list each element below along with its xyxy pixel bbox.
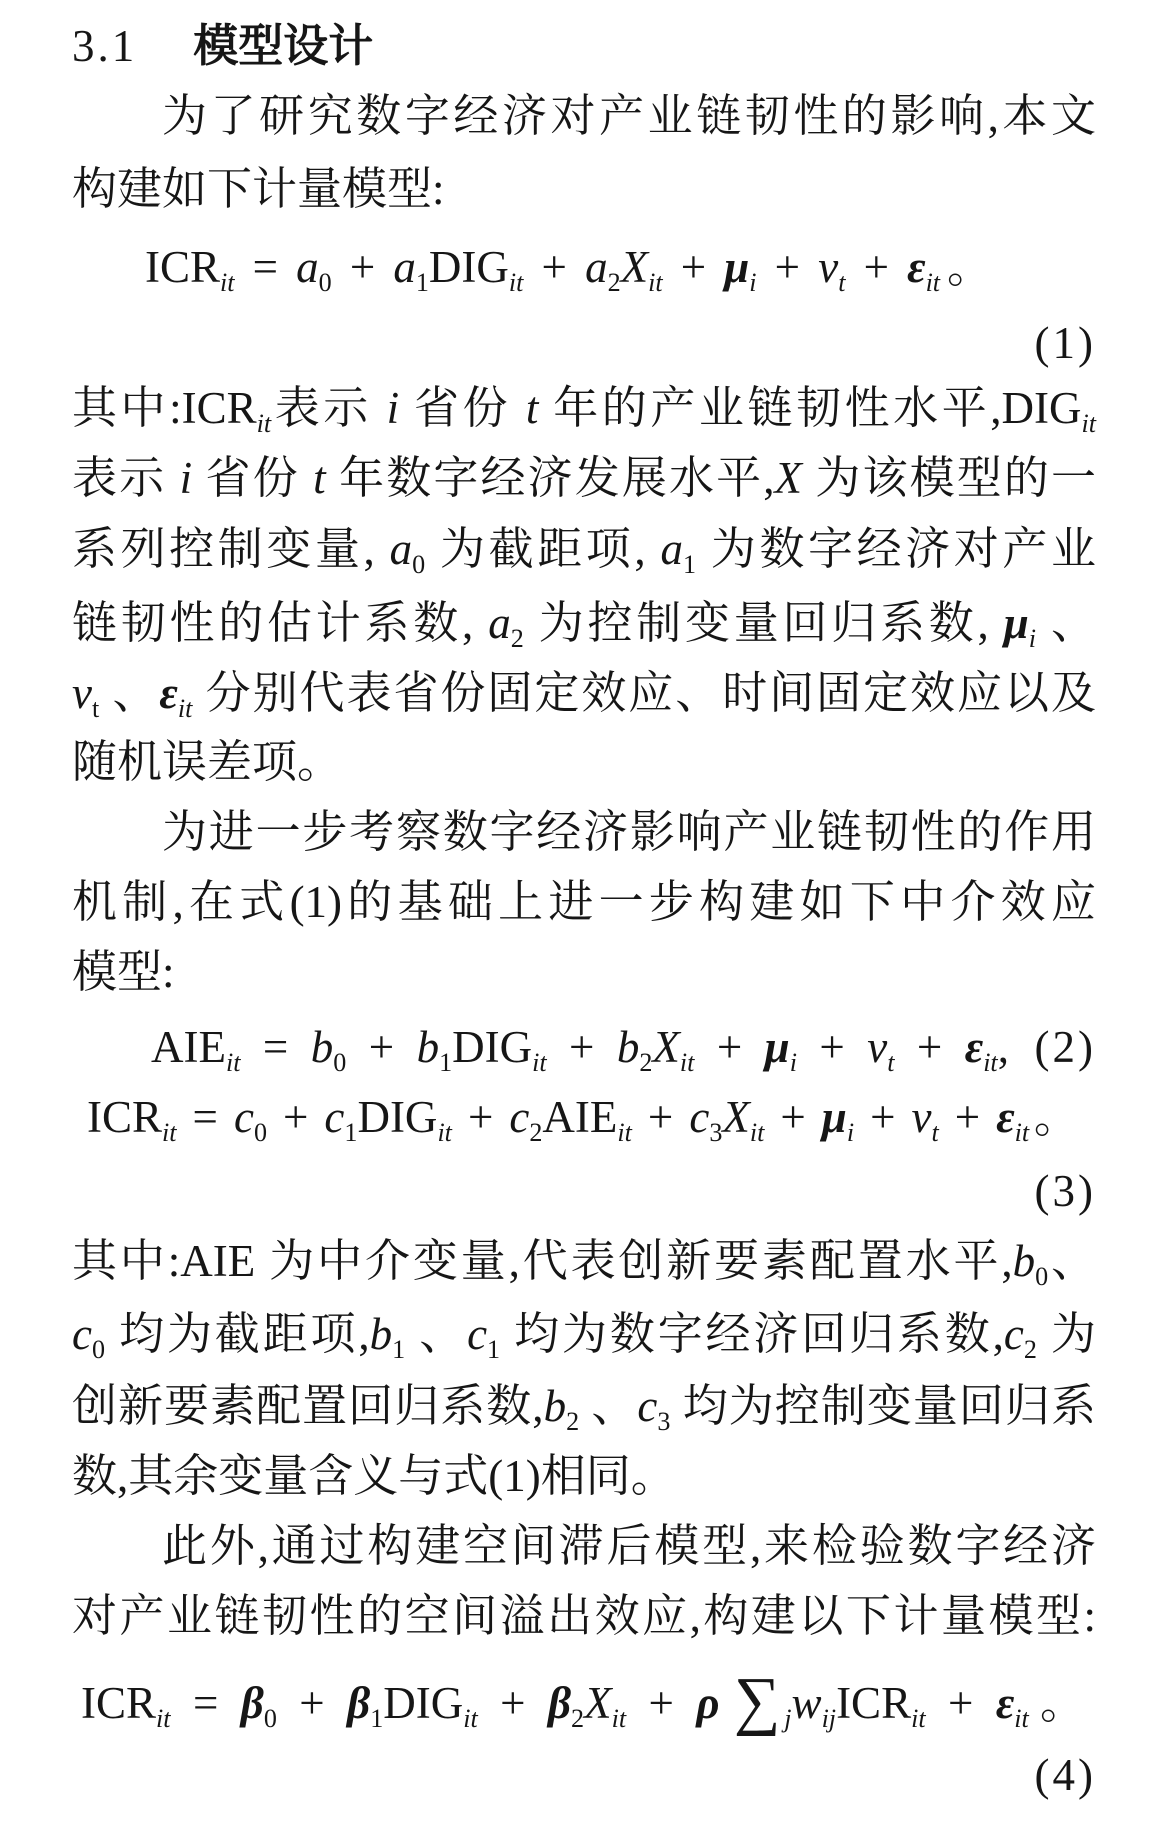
text-run: AIE: [151, 1022, 226, 1072]
subscript: t: [91, 694, 100, 724]
text-run: 创新要素配置回归系数,: [72, 1381, 544, 1431]
italic-symbol: t: [525, 383, 539, 433]
text-run: 为数字经济对产业: [696, 524, 1096, 574]
definitions-1-line-5: [72, 663, 1096, 723]
text-run: ICR: [145, 242, 221, 292]
italic-subscript: i: [1028, 624, 1036, 654]
italic-subscript: it: [1081, 409, 1096, 439]
text-run: AIE: [542, 1092, 618, 1142]
subscript: 0: [263, 1704, 277, 1734]
intro-line-2: [72, 159, 445, 219]
italic-subscript: it: [532, 1048, 547, 1078]
text-run: 表示: [271, 383, 387, 433]
text-run: 其中:AIE 为中介变量,代表创新要素配置水平,: [72, 1236, 1013, 1286]
italic-subscript: it: [156, 1704, 171, 1734]
text-run: DIG: [428, 242, 509, 292]
equation-3-number: (3): [1034, 1166, 1096, 1216]
text-run: =: [170, 1678, 241, 1728]
text-run: +: [796, 1022, 868, 1072]
greek-symbol: ε: [996, 1092, 1015, 1142]
text-run: =: [234, 242, 297, 292]
italic-subscript: it: [1014, 1118, 1030, 1148]
italic-subscript: i: [749, 268, 757, 298]
greek-symbol: μ: [821, 1092, 847, 1142]
italic-subscript: it: [256, 409, 272, 439]
italic-symbol: a: [296, 242, 319, 292]
text-run: 为进一步考察数字经济影响产业链韧性的作用: [162, 807, 1096, 857]
subscript: 2: [1023, 1335, 1037, 1365]
italic-symbol: v: [72, 668, 92, 718]
text-run: 、: [405, 1309, 468, 1359]
spatial-line-1: [162, 1516, 1096, 1576]
italic-symbol: c: [467, 1309, 488, 1359]
italic-subscript: ij: [821, 1704, 837, 1734]
italic-subscript: it: [1014, 1704, 1029, 1734]
greek-symbol: β: [547, 1678, 572, 1728]
text-run: 表示: [72, 453, 180, 503]
italic-symbol: a: [389, 524, 413, 574]
summation-symbol: ∑: [733, 1664, 781, 1737]
italic-subscript: it: [437, 1118, 452, 1148]
italic-symbol: X: [620, 242, 649, 292]
text-run: 系列控制变量,: [72, 524, 390, 574]
text-run: ,: [997, 1022, 1009, 1072]
italic-subscript: it: [617, 1118, 632, 1148]
italic-subscript: it: [162, 1118, 177, 1148]
text-run: +: [845, 242, 908, 292]
subscript: 3: [657, 1407, 671, 1437]
italic-symbol: X: [584, 1678, 612, 1728]
subscript: 1: [487, 1335, 501, 1365]
text-run: 构建如下计量模型:: [72, 164, 445, 214]
text-run: 省份: [399, 383, 526, 433]
text-run: 为截距项,: [425, 524, 661, 574]
equation-3: [87, 1087, 1079, 1147]
definitions-2-line-2: [72, 1304, 1096, 1364]
text-run: 此外,通过构建空间滞后模型,来检验数字经济: [162, 1521, 1096, 1571]
mechanism-line-1: [162, 802, 1096, 862]
italic-symbol: b: [310, 1022, 334, 1072]
greek-symbol: ε: [964, 1022, 984, 1072]
equation-2-number: (2): [1034, 1022, 1096, 1072]
italic-symbol: b: [416, 1022, 440, 1072]
text-run: =: [176, 1092, 234, 1142]
text-run: 。: [940, 242, 992, 292]
text-run: ICR: [81, 1678, 157, 1728]
subscript: 1: [415, 268, 429, 298]
mechanism-line-2: [72, 872, 1096, 932]
definitions-1-line-2: [72, 448, 1096, 508]
subscript: 2: [566, 1407, 580, 1437]
text-run: +: [764, 1092, 822, 1142]
text-run: +: [331, 242, 394, 292]
italic-subscript: it: [679, 1048, 695, 1078]
subscript: 2: [510, 624, 524, 654]
text-run: +: [894, 1022, 965, 1072]
text-run: 模型:: [72, 947, 175, 997]
italic-symbol: b: [1012, 1236, 1036, 1286]
definitions-2-line-1: [72, 1231, 1096, 1291]
text-run: DIG: [357, 1092, 438, 1142]
spatial-line-2: [72, 1586, 1096, 1646]
italic-symbol: a: [393, 242, 416, 292]
italic-symbol: i: [179, 453, 193, 503]
italic-subscript: it: [463, 1704, 478, 1734]
definitions-1-line-1: [72, 378, 1096, 438]
subscript: 2: [529, 1118, 543, 1148]
italic-symbol: c: [324, 1092, 345, 1142]
section-number: 3.1: [72, 21, 138, 71]
text-run: +: [631, 1092, 690, 1142]
text-run: 。: [1029, 1092, 1079, 1142]
equation-1-number: (1): [1034, 318, 1096, 368]
text-run: +: [346, 1022, 417, 1072]
text-run: 为: [1036, 1309, 1096, 1359]
italic-symbol: b: [616, 1022, 640, 1072]
italic-subscript: it: [220, 268, 235, 298]
text-run: 、: [1035, 598, 1096, 648]
equation-4: [81, 1664, 1085, 1737]
text-run: 分别代表省份固定效应、时间固定效应以及: [192, 668, 1096, 718]
subscript: 2: [571, 1704, 585, 1734]
text-run: 随机误差项。: [72, 737, 343, 787]
text-run: 链韧性的估计系数,: [72, 598, 489, 648]
subscript: 0: [333, 1048, 347, 1078]
text-run: =: [240, 1022, 311, 1072]
subscript: 2: [639, 1048, 653, 1078]
mechanism-line-3: [72, 942, 175, 1002]
text-run: 年的产业链韧性水平,DIG: [538, 383, 1082, 433]
italic-symbol: X: [774, 453, 802, 503]
text-run: 机制,在式(1)的基础上进一步构建如下中介效应: [72, 877, 1096, 927]
text-run: +: [523, 242, 586, 292]
greek-symbol: ε: [995, 1678, 1015, 1728]
italic-symbol: v: [818, 242, 839, 292]
italic-subscript: it: [983, 1048, 998, 1078]
definitions-2-line-4: [72, 1446, 676, 1506]
text-run: +: [477, 1678, 548, 1728]
text-run: +: [626, 1678, 697, 1728]
text-run: +: [451, 1092, 510, 1142]
italic-symbol: v: [911, 1092, 932, 1142]
text-run: 均为数字经济回归系数,: [500, 1309, 1004, 1359]
section-heading: [72, 16, 373, 76]
italic-subscript: it: [911, 1704, 926, 1734]
text-run: +: [694, 1022, 765, 1072]
greek-symbol: ρ: [696, 1678, 720, 1728]
greek-symbol: μ: [764, 1022, 790, 1072]
italic-symbol: c: [72, 1309, 92, 1359]
italic-symbol: t: [313, 453, 326, 503]
italic-subscript: it: [611, 1704, 627, 1734]
italic-symbol: X: [652, 1022, 680, 1072]
text-run: 。: [1028, 1678, 1085, 1728]
italic-symbol: c: [689, 1092, 710, 1142]
italic-subscript: it: [225, 1048, 241, 1078]
text-run: ICR: [836, 1678, 912, 1728]
italic-symbol: a: [585, 242, 608, 292]
text-run: +: [266, 1092, 325, 1142]
text-run: 省份: [192, 453, 314, 503]
greek-symbol: μ: [724, 242, 750, 292]
subscript: 1: [682, 550, 697, 580]
italic-subscript: it: [925, 268, 941, 298]
subscript: 1: [392, 1335, 406, 1365]
equation-1: [145, 237, 992, 297]
italic-symbol: v: [867, 1022, 888, 1072]
text-run: 为控制变量回归系数,: [523, 598, 1004, 648]
italic-symbol: i: [386, 383, 400, 433]
italic-subscript: t: [838, 268, 846, 298]
italic-subscript: i: [846, 1118, 855, 1148]
greek-symbol: ε: [907, 242, 926, 292]
definitions-1-line-3: [72, 519, 1096, 579]
definitions-1-line-6: [72, 732, 342, 792]
text-run: 、: [99, 668, 160, 718]
text-run: +: [546, 1022, 617, 1072]
subscript: 1: [439, 1048, 453, 1078]
definitions-2-line-3: [72, 1376, 1096, 1436]
text-run: DIG: [383, 1678, 464, 1728]
text-run: 数,其余变量含义与式(1)相同。: [72, 1451, 676, 1501]
subscript: 0: [91, 1335, 106, 1365]
italic-subscript: t: [887, 1048, 895, 1078]
text-run: 均为控制变量回归系: [670, 1381, 1096, 1431]
italic-subscript: it: [508, 268, 524, 298]
text-run: +: [756, 242, 819, 292]
text-run: +: [662, 242, 725, 292]
equation-4-number: (4): [1034, 1750, 1096, 1800]
text-run: 、: [1048, 1236, 1096, 1286]
italic-subscript: it: [177, 694, 193, 724]
italic-symbol: b: [543, 1381, 567, 1431]
italic-subscript: i: [789, 1048, 797, 1078]
greek-symbol: β: [347, 1678, 371, 1728]
italic-symbol: a: [488, 598, 511, 648]
text-run: 年数字经济发展水平,: [325, 453, 775, 503]
italic-subscript: t: [931, 1118, 939, 1148]
italic-symbol: X: [722, 1092, 750, 1142]
subscript: 1: [370, 1704, 384, 1734]
text-run: 为了研究数字经济对产业链韧性的影响,本文: [162, 91, 1096, 141]
italic-subscript: it: [648, 268, 663, 298]
subscript: 1: [344, 1118, 358, 1148]
greek-symbol: ε: [159, 668, 178, 718]
section-title: 模型设计: [193, 19, 374, 72]
greek-symbol: β: [240, 1678, 264, 1728]
text-run: +: [925, 1678, 996, 1728]
text-run: +: [276, 1678, 348, 1728]
italic-symbol: c: [1003, 1309, 1024, 1359]
subscript: 2: [607, 268, 621, 298]
definitions-1-line-4: [72, 593, 1096, 653]
text-run: 、: [579, 1381, 638, 1431]
text-run: 为该模型的一: [801, 453, 1096, 503]
italic-symbol: w: [791, 1678, 822, 1728]
italic-symbol: c: [637, 1381, 658, 1431]
text-run: +: [854, 1092, 912, 1142]
text-run: +: [938, 1092, 997, 1142]
subscript: 0: [1035, 1262, 1049, 1292]
greek-symbol: μ: [1003, 598, 1029, 648]
subscript: 3: [709, 1118, 723, 1148]
equation-2: [151, 1017, 1009, 1077]
text-run: DIG: [452, 1022, 533, 1072]
subscript: 0: [253, 1118, 267, 1148]
italic-symbol: c: [233, 1092, 254, 1142]
text-run: 对产业链韧性的空间溢出效应,构建以下计量模型:: [72, 1591, 1096, 1641]
text-run: 其中:ICR: [72, 383, 257, 433]
intro-line-1: [162, 86, 1096, 146]
italic-symbol: b: [369, 1309, 393, 1359]
italic-subscript: j: [784, 1704, 792, 1734]
subscript: 0: [318, 268, 332, 298]
subscript: 0: [412, 550, 426, 580]
italic-symbol: c: [509, 1092, 530, 1142]
italic-subscript: it: [749, 1118, 765, 1148]
text-run: ICR: [87, 1092, 163, 1142]
italic-symbol: a: [660, 524, 683, 574]
text-run: 均为截距项,: [105, 1309, 370, 1359]
